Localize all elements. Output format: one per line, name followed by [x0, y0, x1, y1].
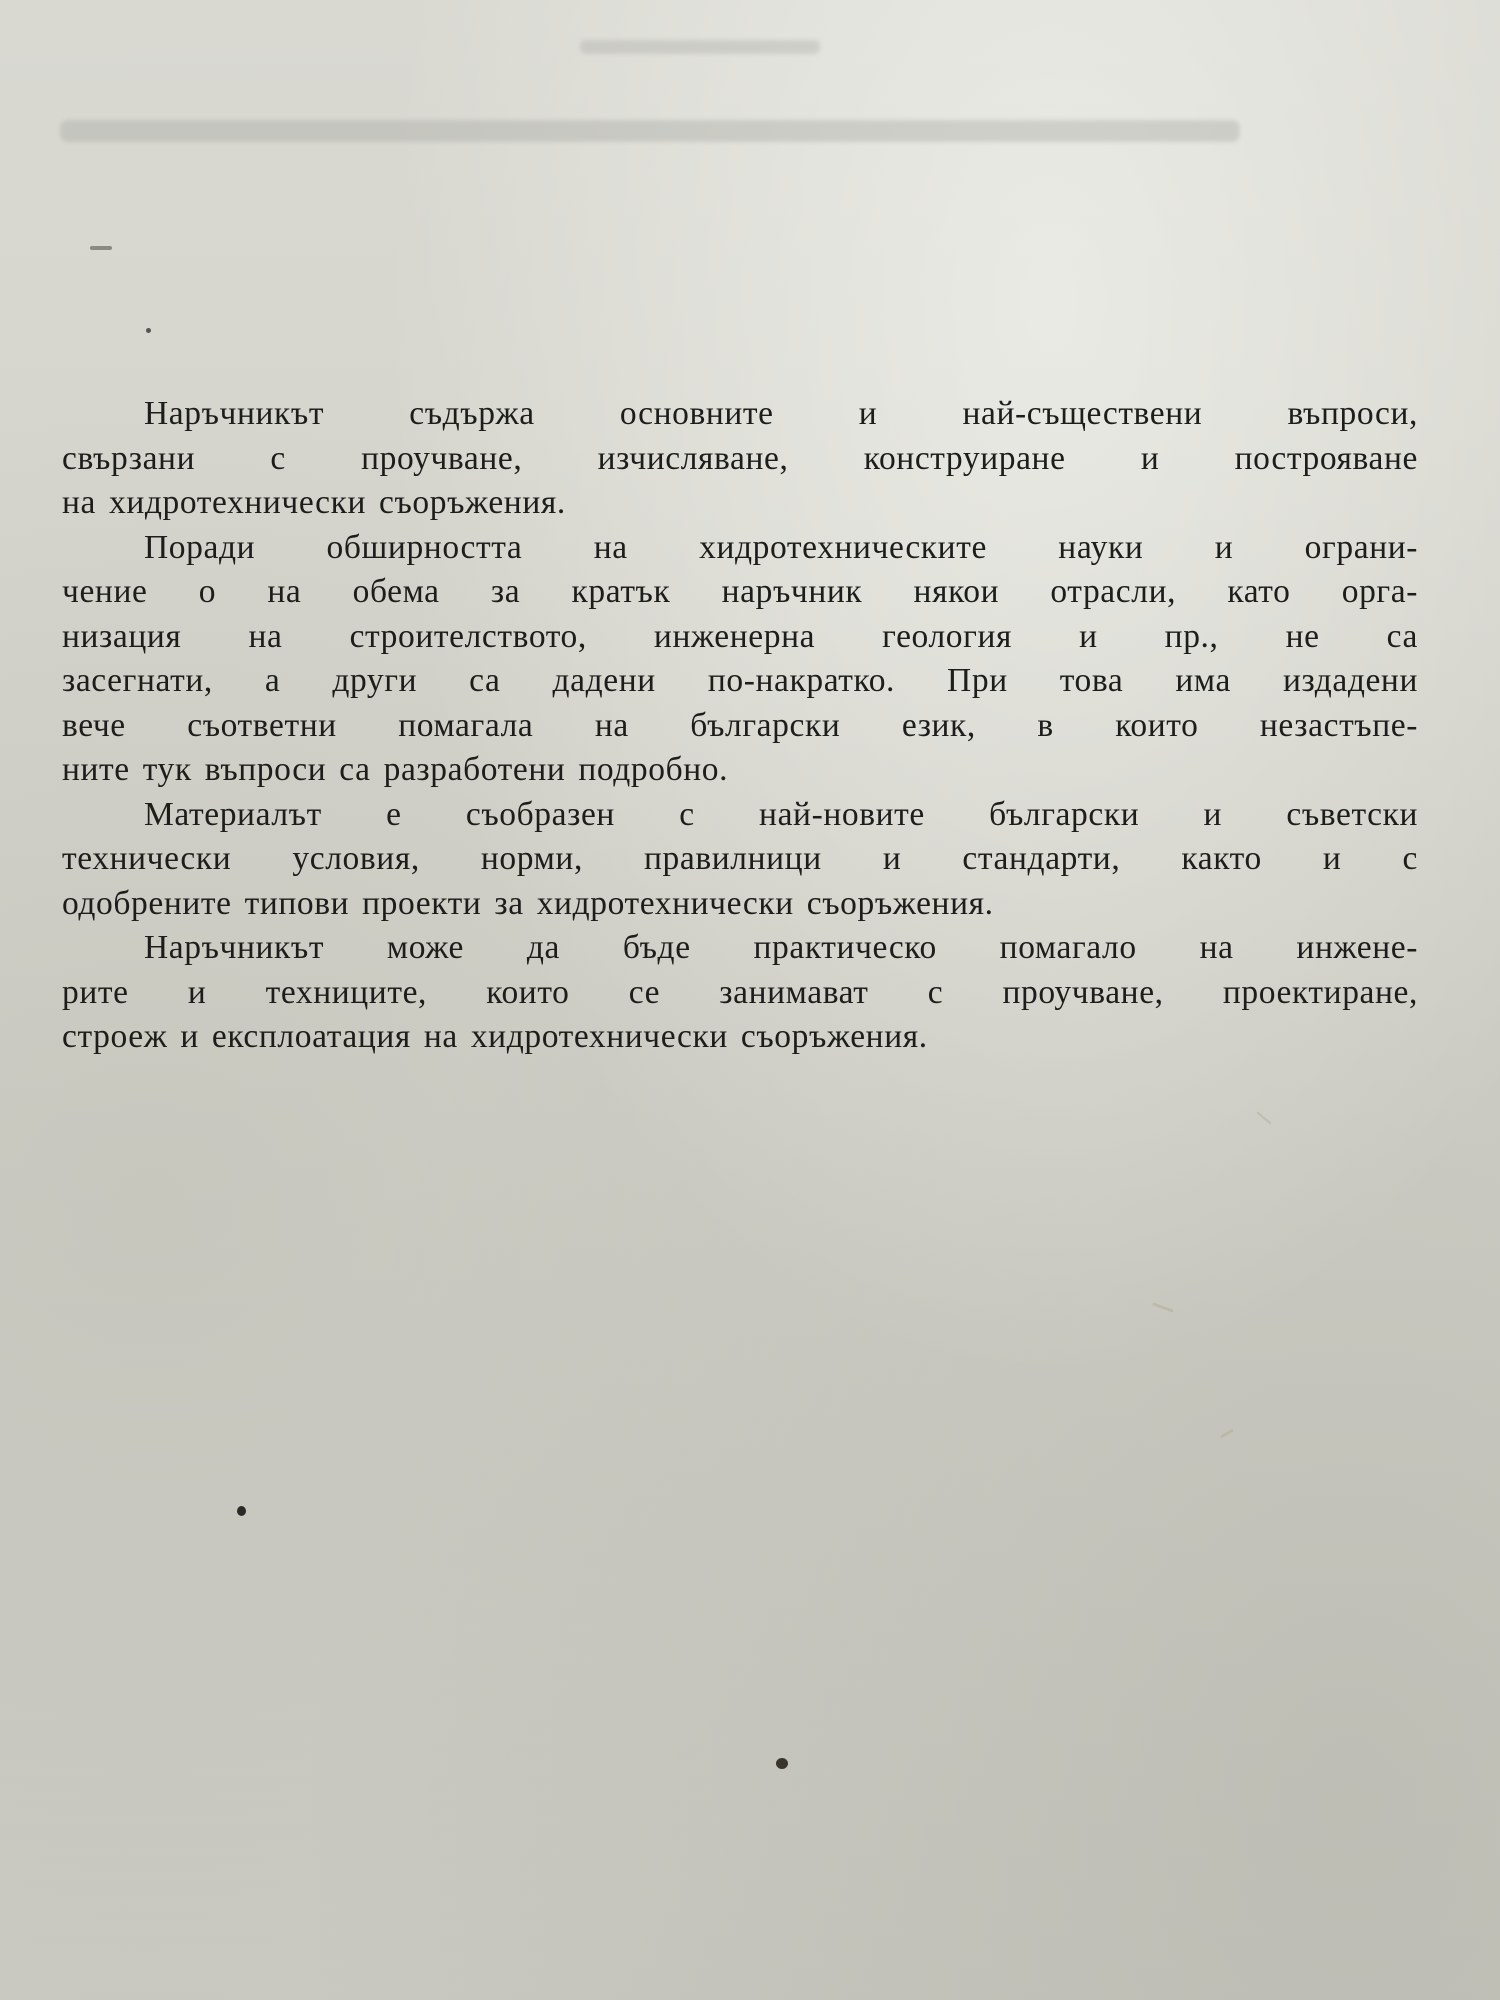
show-through-heading: [580, 40, 820, 54]
text-line: Наръчникът съдържа основните и най-съществени въпроси,: [144, 395, 1418, 432]
text-line: рите и техниците, които се занимават с проучване, проектиране,: [62, 973, 1418, 1011]
text-line: одобрените типови проекти за хидротехнически съоръжения.: [62, 884, 994, 922]
text-line: на хидротехнически съоръжения.: [62, 484, 566, 521]
text-line: низация на строителството, инженерна геология и пр., не са: [62, 617, 1418, 655]
show-through-line: [60, 120, 1240, 142]
preface-text: [62, 392, 1418, 1060]
text-line: свързани с проучване, изчисляване, конструиране и построяване: [62, 439, 1418, 477]
text-line: Поради обширността на хидротехническите науки и ограни-: [144, 528, 1418, 566]
text-line: технически условия, норми, правилници и стандарти, както и с: [62, 840, 1418, 877]
ink-speck: [237, 1506, 246, 1516]
text-line: чение о на обема за кратък наръчник някои отрасли, като орга-: [62, 573, 1418, 610]
show-through-text: [40, 30, 1240, 150]
text-line: строеж и експлоатация на хидротехнически съоръжения.: [62, 1018, 928, 1055]
ink-speck: [776, 1758, 788, 1769]
paper-fiber: [1152, 1302, 1174, 1312]
text-line: ните тук въпроси са разработени подробно.: [62, 751, 729, 788]
text-line: Материалът е съобразен с най-новите български и съветски: [144, 795, 1418, 833]
text-line: Наръчникът може да бъде практическо помагало на инжене-: [144, 929, 1418, 966]
smudge-mark: [90, 246, 112, 250]
text-line: вече съответни помагала на български език, в които незастъпе-: [62, 706, 1418, 744]
paper-fiber: [1256, 1111, 1271, 1124]
paper-fiber: [1220, 1429, 1234, 1439]
text-line: засегнати, а други са дадени по-накратко. При това има издадени: [62, 662, 1418, 699]
ink-speck: [146, 328, 151, 333]
